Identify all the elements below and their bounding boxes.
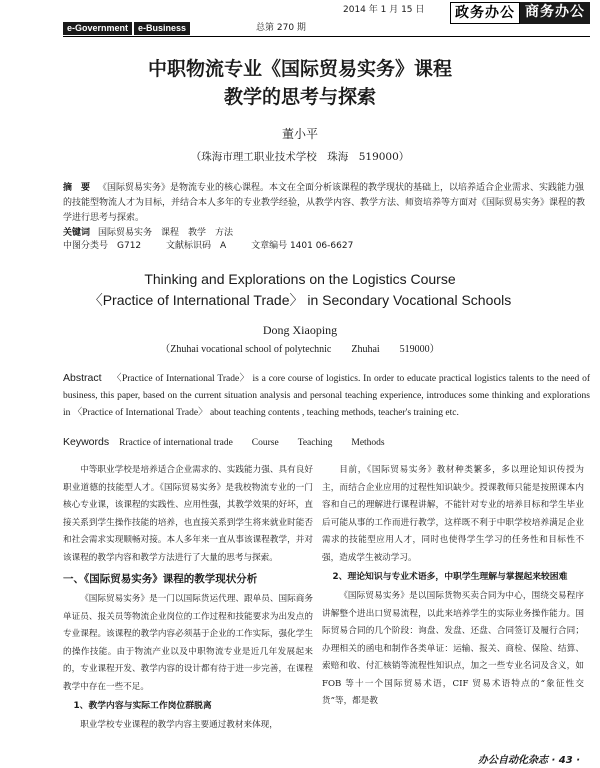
section-tags [63, 22, 190, 35]
paragraph: 《国际贸易实务》是以国际货物买卖合同为中心，围绕交易程序讲解整个进出口贸易流程，以此来培养学生的实际业务操作能力。国际贸易合同的几个阶段：询盘、发盘、还盘、合同签订及履行合同；办理相关的函电和制作各类单证：运输、报关、商检、保险、结算、索赔和收、付汇核销等流程性知识点，加之一些专业名词及含义，如 FOB 等十一个国际贸易术语，CIF 贸易术语特点的“象征性交货”等，都是教 [322, 591, 584, 706]
author-cn: 董小平 [281, 127, 318, 141]
tag-ebiz: e-Business [134, 22, 190, 35]
header-rule [63, 36, 590, 37]
abstract-cn-label: 摘 要 [63, 183, 91, 193]
abstract-en [63, 370, 590, 422]
doc-code: 文献标识码 A [166, 241, 227, 251]
section-heading: 一、《国际贸易实务》课程的教学现状分析 [63, 573, 258, 585]
subsection-heading: 1、教学内容与实际工作岗位群脱离 [73, 701, 212, 711]
keywords-en-label: Keywords [63, 436, 110, 448]
title-en-line1: Thinking and Explorations on the Logistics Course [144, 271, 456, 287]
body-left-column [63, 462, 313, 735]
title-en-line2: 〈Practice of International Trade〉 in Secondary Vocational Schools [88, 292, 512, 308]
article-number: 文章编号 1401 06-6627 [251, 241, 354, 251]
paragraph: 《国际贸易实务》是一门以国际货运代理、跟单员、国际商务单证员、报关员等物流企业岗位的工作过程和技能要求为出发点的专业课程。该课程的教学内容必须基于企业的工作实际，强化学生的操作技能。由于物流产业以及中职物流专业是近几年发展起来的，专业课程开发、教学内容的设计都有待于进一步完善，在课程教学中存在一些不足。 [63, 594, 313, 692]
article-meta [63, 240, 375, 253]
paragraph: 目前，《国际贸易实务》教材种类繁多，多以理论知识传授为主，而结合企业应用的过程性知识缺少。授课教师只能是按照课本内容和自己的理解进行课程讲解，不能针对专业的培养目标和学生毕业后可能从事的工作而进行教学，这样既不利于中职学校培养满足企业需求的技能型应用人才，同时也使得学生学习的任务性和目标性不强，造成学生被动学习。 [322, 465, 584, 563]
abstract-en-text: 〈Practice of International Trade〉 is a core course of logistics. In order to educate practical logistics talents to the need of business, this paper, based on the current situation analysis and personal teaching experience, introduces some thinking and explorations in 〈Practice of International Trade〉 about teaching contents , teaching methods, teacher's training etc. [63, 374, 590, 418]
keywords-en-text: Rractice of international trade Course Teaching Methods [119, 438, 385, 448]
brand-biz: 商务办公 [520, 2, 590, 24]
author-en: Dong Xiaoping [262, 323, 338, 337]
abstract-cn-text: 《国际贸易实务》是物流专业的核心课程。本文在全面分析该课程的教学现状的基础上，以培养适合企业需求、实践能力强的技能型物流人才为目标，并结合本人多年的专业教学经验，从教学内容、教学方法、师资培养等方面对《国际贸易实务》课程的教学进行思考与探索。 [63, 183, 586, 223]
abstract-en-label: Abstract [63, 372, 102, 384]
brand-gov: 政务办公 [450, 2, 520, 24]
affiliation-cn: （珠海市理工职业技术学校 珠海 519000） [190, 151, 410, 163]
paragraph: 中等职业学校是培养适合企业需求的、实践能力强、具有良好职业道德的技能型人才。《国际贸易实务》是我校物流专业的一门核心专业课，该课程的实践性、应用性强，其教学效果的好坏，直接关系到学生操作技能的培养，也直接关系到学生将来就业时能否和社会需求实现顺畅对接。本人多年来一直从事该课程教学，并对该课程的教学内容和教学方法进行了大量的思考与探索。 [63, 465, 313, 563]
paragraph: 职业学校专业课程的教学内容主要通过教材来体现， [80, 720, 278, 730]
issue-date: 2014 年 1 月 15 日 [343, 5, 425, 15]
affiliation-en: （Zhuhai vocational school of polytechnic Zhuhai 519000） [160, 344, 440, 355]
issue-number: 总第 270 期 [256, 23, 306, 33]
keywords-cn-label: 关键词 [63, 228, 91, 238]
magazine-brand [450, 2, 590, 24]
class-number: 中图分类号 G712 [63, 241, 142, 251]
tag-egov: e-Government [63, 22, 132, 35]
keywords-en [63, 435, 385, 451]
title-cn-line1: 中职物流专业《国际贸易实务》课程 [147, 58, 452, 80]
body-right-column [322, 462, 584, 711]
keywords-cn [63, 226, 590, 241]
title-cn-line2: 教学的思考与探索 [223, 86, 376, 108]
abstract-cn [63, 181, 590, 226]
keywords-cn-text: 国际贸易实务 课程 教学 方法 [98, 228, 234, 238]
page-footer: 办公自动化杂志 · 43 · [478, 755, 580, 766]
subsection-heading: 2、理论知识与专业术语多，中职学生理解与掌握起来较困难 [332, 572, 568, 582]
